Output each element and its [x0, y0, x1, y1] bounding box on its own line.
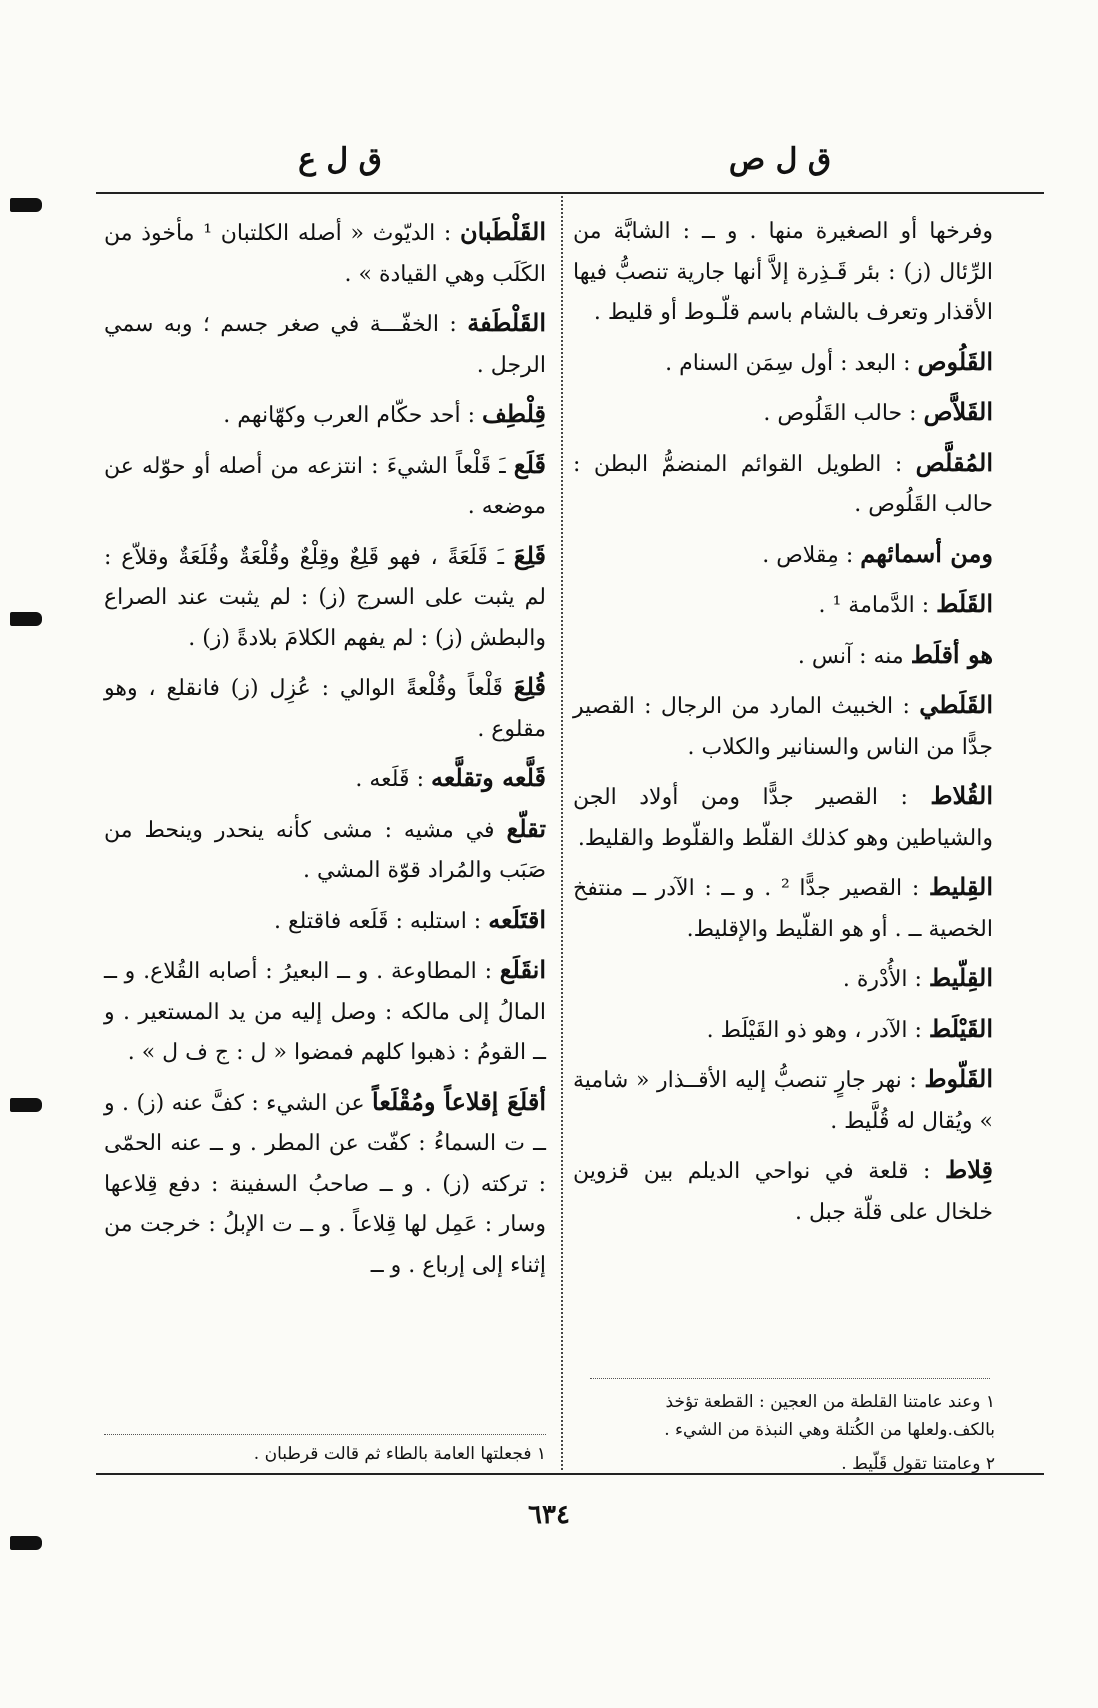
entry-headword: هو أقلَط — [910, 639, 993, 669]
entry-definition: : مِقلاص . — [762, 542, 861, 568]
entry-headword: أقلَعَ إقلاعاً ومُقْلَعاً — [372, 1086, 546, 1116]
header-root-left: ق ل ع — [298, 142, 382, 177]
entry-definition: : نهر جارٍ تنصبُّ إليه الأقــذار « شامية » ويُقال له قُلَّيط . — [573, 1068, 993, 1134]
entry-headword: تقلّع — [506, 813, 546, 843]
entry-headword: القَلاَّص — [923, 397, 993, 426]
page-number: ٦٣٤ — [528, 1500, 570, 1530]
entry-definition: منه : آنس . — [797, 643, 911, 669]
entry-definition: : المطاوعة . و ــ البعيرُ : أصابه القُلاع. و ــ المالُ إلى مالكه : وصل إليه من يد المستعير . و ــ القومُ : ذهبوا كلهم فمضوا « ل : ج ف ل » . — [104, 959, 546, 1065]
entry-definition: : أحد حكّام العرب وكهّانهم . — [223, 403, 483, 428]
entry-definition: وفرخها أو الصغيرة منها . و ــ : الشابَّة من الرِّئال (ز) : بئر قَـذِرة إلاَّ أنها جارية تنصبُّ فيها الأقذار وتعرف بالشام باسم قلّـوط أو قليط . — [573, 219, 993, 325]
entry-definition: : قلعة في نواحي الديلم بين قزوين خلخال على قلّة جبل . — [573, 1159, 993, 1225]
entry-definition: ـَ قَلْعاً الشيءَ : انتزعه من أصله أو حوّله عن موضعه . — [104, 453, 546, 519]
dictionary-entry — [104, 536, 546, 660]
entry-headword: قَلَّعه وتقلَّعه — [430, 763, 546, 792]
dictionary-entry — [104, 394, 546, 437]
entry-headword: قِلاط — [945, 1155, 993, 1184]
column-divider — [561, 196, 563, 1470]
entry-definition: في مشيه : مشى كأنه ينحدر وينحط من صَبَب والمُراد قوّة المشي . — [104, 817, 546, 883]
top-rule — [96, 192, 1044, 194]
entry-definition: قَلْعاً وقُلْعةً الوالي : عُزِل (ز) فانقلع ، وهو مقلوع . — [104, 676, 546, 742]
entry-definition: ـَ قَلَعَةً ، فهو قَلِعٌ وقِلْعٌ وقُلْعَةٌ وقُلَعَةٌ وقلاّع : لم يثبت على السرج (ز) : لم يثبت عند الصراع والبطش (ز) : لم يفهم الكلامَ بلادةً (ز) . — [104, 544, 546, 651]
dictionary-entry — [104, 667, 546, 750]
dictionary-entry — [573, 212, 993, 334]
dictionary-entry — [104, 809, 546, 892]
dictionary-entry — [573, 685, 993, 768]
entry-headword: ومن أسمائهم — [860, 538, 993, 568]
dictionary-entry — [573, 534, 993, 577]
entry-definition: : استلبه : قَلَعه فاقتلع . — [273, 908, 489, 934]
footnote-separator-right — [590, 1378, 990, 1379]
dictionary-entry — [573, 1059, 993, 1142]
dictionary-entry — [573, 584, 993, 627]
entry-headword: القِليط — [928, 872, 993, 901]
entry-definition: : الديّوث « أصله الكلتبان ¹ مأخوذ من الكَلَب وهي القيادة » . — [104, 221, 546, 287]
entry-definition: : الخبيث المارد من الرجال : القصير جدًّا من الناس والسنانير والكلاب . — [573, 694, 993, 760]
entry-headword: القَلْطَبان — [460, 217, 546, 246]
dictionary-entry — [573, 392, 993, 435]
margin-mark — [10, 612, 42, 626]
left-column — [104, 212, 546, 1294]
header-root-right: ق ل ص — [728, 142, 832, 177]
entry-definition: : قَلَعه . — [355, 767, 431, 792]
entry-headword: القَلْطَفة — [467, 308, 546, 337]
right-column — [573, 212, 993, 1241]
entry-definition: : الآدر ، وهو ذو القَيْلَط . — [706, 1017, 929, 1043]
margin-mark — [10, 1536, 42, 1550]
entry-headword: اقتَلَعه — [488, 904, 546, 934]
entry-headword: القُلاط — [930, 781, 993, 810]
entry-headword: القَيْلَط — [928, 1013, 993, 1043]
entry-headword: القَلّوط — [924, 1064, 993, 1093]
dictionary-entry — [104, 1082, 546, 1287]
entry-headword: قِلْطِف — [482, 399, 546, 428]
dictionary-entry — [104, 758, 546, 801]
entry-headword: القِلّيط — [928, 963, 993, 992]
entry-definition: : القصير جدًّا ومن أولاد الجن والشياطين وهو كذلك القلّط والقلّوط والقليط. — [573, 785, 993, 851]
dictionary-entry — [104, 303, 546, 386]
entry-definition: : القصير جدًّا ² . و ــ : الآدر ــ منتفخ الخصية ــ . أو هو القلّيط والإقليط. — [573, 876, 993, 942]
dictionary-entry — [573, 1009, 993, 1052]
dictionary-entry — [573, 1150, 993, 1233]
bottom-rule — [96, 1473, 1044, 1475]
dictionary-entry — [104, 900, 546, 943]
entry-headword: المُقلَّص — [915, 447, 993, 477]
dictionary-entry — [104, 212, 546, 295]
entry-headword: قُلِعَ — [513, 672, 546, 701]
entry-definition: : الأُدْرة . — [842, 967, 929, 992]
dictionary-entry — [573, 867, 993, 950]
dictionary-entry — [573, 635, 993, 678]
margin-mark — [10, 198, 42, 212]
dictionary-entry — [573, 342, 993, 385]
footnote-left-1: ١ فجعلتها العامة بالطاء ثم قالت قرطبان . — [253, 1444, 546, 1464]
entry-headword: القَلُوص — [917, 346, 993, 376]
entry-definition: : الطويل القوائم المنضمُّ البطن : حالب القَلُوص . — [573, 451, 993, 517]
footnote-right-2: ٢ وعامتنا تقول قَلّيط . — [841, 1454, 995, 1474]
entry-definition: عن الشيء : كفَّ عنه (ز) . و ــ ت السماءُ : كفّت عن المطر . و ــ عنه الحمّى : تركته (ز) . و ــ صاحبُ السفينة : دفع قِلاعها وسار : عَمِل لها قِلاعاً . و ــ ت الإبلُ : خرجت من إثناء إلى إرباع . و ــ — [104, 1090, 546, 1278]
dictionary-entry — [573, 443, 993, 526]
dictionary-entry — [104, 445, 546, 528]
footnote-separator-left — [104, 1434, 546, 1435]
dictionary-entry — [573, 776, 993, 859]
entry-headword: القَلَط — [936, 589, 993, 618]
footnote-right-1: ١ وعند عامتنا القلطة من العجين : القطعة تؤخذ بالكف.ولعلها من الكُتلة وهي النبذة من الشيء . — [664, 1392, 995, 1440]
entry-definition: : الخفّـــة في صغر جسم ؛ وبه سمي الرجل . — [104, 312, 546, 378]
entry-definition: : البعد : أول سِمَن السنام . — [665, 350, 918, 376]
entry-headword: القَلَطي — [919, 690, 993, 719]
margin-mark — [10, 1098, 42, 1112]
entry-headword: قَلِعَ — [513, 540, 546, 570]
entry-headword: انقَلَع — [499, 955, 546, 984]
entry-headword: قَلَع — [513, 449, 546, 479]
entry-definition: : حالب القَلُوص . — [763, 401, 924, 426]
dictionary-entry — [104, 950, 546, 1074]
entry-definition: : الدَّمامة ¹ . — [818, 593, 937, 618]
dictionary-entry — [573, 958, 993, 1001]
